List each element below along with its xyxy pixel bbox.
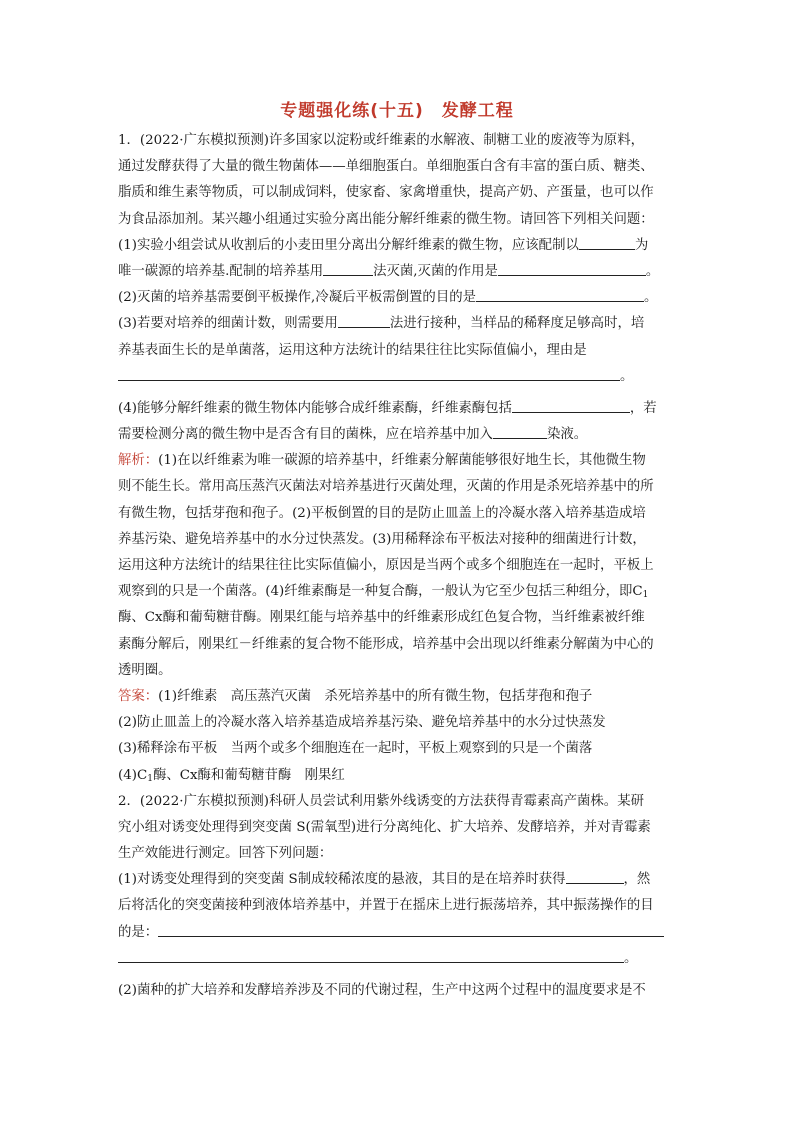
analysis-line	[118, 448, 678, 474]
question-1-stem-line: 为食品添加剂。某兴趣小组通过实验分离出能分解纤维素的微生物。请回答下列相关问题：	[118, 211, 654, 227]
text-run: (2)灭菌的培养基需要倒平板操作,冷凝后平板需倒置的目的是	[118, 290, 476, 306]
answer-line	[118, 763, 678, 789]
document-body	[118, 128, 678, 1004]
question-1-part-2	[118, 285, 678, 311]
text-run: 需要检测分离的微生物中是否含有目的菌株，应在培养基中加入	[118, 427, 493, 443]
question-1-stem-line: 1．(2022·广东模拟预测)许多国家以淀粉或纤维素的水解液、制糖工业的废液等为原料，	[118, 133, 644, 148]
subscript: 1	[147, 773, 153, 784]
analysis-line: 有微生物，包括芽孢和孢子。(2)平板倒置的目的是防止皿盖上的冷凝水落入培养基造成培	[118, 505, 646, 521]
question-1-part-1-cont	[118, 259, 678, 285]
text-run: (1)在以纤维素为唯一碳源的培养基中，纤维素分解菌能够很好地生长，其他微生物	[158, 453, 646, 469]
subscript: 1	[642, 590, 649, 601]
analysis-line: 素酶分解后，刚果红－纤维素的复合物不能形成，培养基中会出现以纤维素分解菌为中心的	[118, 636, 654, 652]
analysis-line: 透明圈。	[118, 662, 172, 678]
page-title: 专题强化练(十五) 发酵工程	[280, 101, 514, 121]
text-run: 染液。	[546, 427, 588, 443]
text-run: 酶、Cx酶和葡萄糖苷酶 刚果红	[152, 767, 345, 783]
text-run: 唯一碳源的培养基.配制的培养基用	[118, 263, 324, 279]
answer-blank[interactable]	[566, 869, 624, 884]
text-run: 法灭菌,灭菌的作用是	[373, 263, 498, 279]
question-1-part-3-blank-line	[118, 364, 678, 390]
answer-line: (2)防止皿盖上的冷凝水落入培养基造成培养基污染、避免培养基中的水分过快蒸发	[118, 715, 606, 731]
question-2	[118, 789, 678, 1005]
text-run: 。	[644, 290, 658, 306]
question-1-part-4	[118, 396, 678, 422]
text-run: 法进行接种，当样品的稀释度足够高时，培	[389, 316, 645, 332]
text-run: ，若	[629, 400, 657, 416]
answer-blank[interactable]	[118, 366, 620, 381]
text-run: ，然	[623, 872, 651, 888]
analysis-line: 则不能生长。常用高压蒸汽灭菌法对培养基进行灭菌处理，灭菌的作用是杀死培养基中的所	[118, 479, 654, 495]
question-2-part-1	[118, 867, 678, 893]
text-run: 为	[634, 237, 649, 253]
question-1-part-4-cont	[118, 422, 678, 448]
text-run: 。	[620, 368, 634, 384]
answer-blank[interactable]	[323, 261, 373, 276]
answer-line: (3)稀释涂布平板 当两个或多个细胞连在一起时，平板上观察到的只是一个菌落	[118, 741, 593, 757]
text-run: 的是：	[118, 924, 159, 940]
answer-blank[interactable]	[476, 287, 644, 302]
text-run: (4)能够分解纤维素的微生物体内能够合成纤维素酶，纤维素酶包括	[118, 400, 512, 416]
answer-blank[interactable]	[158, 922, 664, 937]
analysis-line: 养基污染、避免培养基中的水分过快蒸发。(3)用稀释涂布平板法对接种的细菌进行计数，	[118, 531, 646, 547]
analysis-line: 运用这种方法统计的结果往往比实际值偏小，原因是当两个或多个细胞连在一起时，平板上	[118, 558, 654, 573]
answer-blank[interactable]	[338, 313, 390, 328]
text-run: (4)C	[118, 767, 148, 783]
text-run: 。	[624, 950, 638, 966]
text-run: 观察到的只是一个菌落。(4)纤维素酶是一种复合酶，一般认为它至少包括三种组分，即C	[118, 584, 643, 600]
question-1-part-1	[118, 233, 678, 259]
question-1-part-3-cont: 养基表面生长的是单菌落，运用这种方法统计的结果往往比实际值偏小，理由是	[118, 342, 587, 358]
answer-line	[118, 684, 678, 710]
question-2-part-1-cont: 后将活化的突变菌接种到液体培养基中，并置于在摇床上进行振荡培养，其中振荡操作的目	[118, 898, 654, 914]
analysis-label: 解析：	[118, 453, 159, 469]
answer-blank[interactable]	[118, 948, 624, 963]
answer-blank[interactable]	[512, 398, 630, 413]
question-1-part-3	[118, 311, 678, 337]
answer-blank[interactable]	[579, 235, 635, 250]
text-run: (1)对诱变处理得到的突变菌 S制成较稀浓度的悬液，其目的是在培养时获得	[118, 872, 566, 888]
question-2-stem-line: 究小组对诱变处理得到突变菌 S(需氧型)进行分离纯化、扩大培养、发酵培养，并对青霉素	[118, 819, 651, 835]
question-2-stem-line: 生产效能进行测定。回答下列问题：	[118, 846, 333, 862]
text-run: (1)纤维素 高压蒸汽灭菌 杀死培养基中的所有微生物，包括芽孢和孢子	[158, 688, 593, 704]
answer-section	[118, 684, 678, 789]
question-2-stem-line: 2．(2022·广东模拟预测)科研人员尝试利用紫外线诱变的方法获得青霉素高产菌株。某研	[118, 793, 644, 809]
text-run: 。	[645, 263, 660, 279]
question-1-stem-line: 通过发酵获得了大量的微生物菌体——单细胞蛋白。单细胞蛋白含有丰富的蛋白质、糖类、	[118, 159, 654, 175]
question-1	[118, 128, 678, 448]
question-1-stem-line: 脂质和维生素等物质，可以制成饲料，使家畜、家禽增重快，提高产奶、产蛋量，也可以作	[118, 185, 654, 201]
analysis-line: 酶、Cx酶和葡萄糖苷酶。刚果红能与培养基中的纤维素形成红色复合物，当纤维素被纤维	[118, 610, 645, 626]
text-run: (3)若要对培养的细菌计数，则需要用	[118, 316, 338, 332]
analysis-line	[118, 579, 678, 605]
question-2-part-1-blank-line	[118, 946, 678, 972]
question-2-part-1-blank	[118, 920, 678, 946]
text-run: (1)实验小组尝试从收割后的小麦田里分离出分解纤维素的微生物，应该配制以	[118, 237, 579, 253]
question-2-part-2: (2)菌种的扩大培养和发酵培养涉及不同的代谢过程，生产中这两个过程中的温度要求是不	[118, 983, 646, 998]
answer-blank[interactable]	[493, 424, 547, 439]
answer-label: 答案：	[118, 688, 159, 704]
answer-blank[interactable]	[498, 261, 646, 276]
analysis-section	[118, 448, 678, 684]
